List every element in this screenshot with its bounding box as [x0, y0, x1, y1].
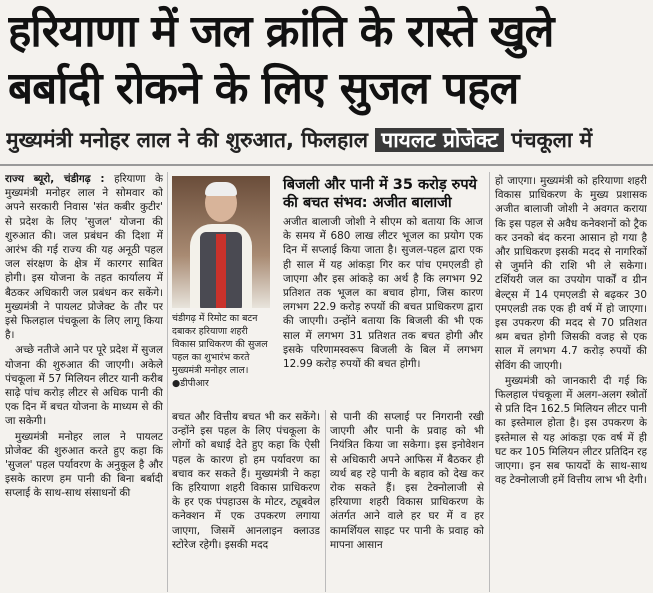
photo-figure-hair [205, 182, 237, 196]
byline: राज्य ब्यूरो, चंडीगढ़ : [5, 173, 105, 185]
photo-caption: चंडीगढ़ में रिमोट का बटन दबाकर हरियाणा शहरी विकास प्राधिकरण की सुजल पहल का शुभारंभ करते मुख्यमंत्री मनोहर लाल। ●डीपीआर [172, 313, 268, 389]
news-photo [172, 176, 270, 308]
subheadline-text: मुख्यमंत्री मनोहर लाल ने की शुरुआत, फिलहाल [6, 128, 368, 152]
paragraph: हो जाएगा। मुख्यमंत्री को हरियाणा शहरी विकास प्राधिकरण के मुख्य प्रशासक अजीत बालाजी जोशी ने अवगत कराया कि इस पहल से अवैध कनेक्शनों को ट्रैक कर उनको बंद करना आसान हो गया है और प्राधिकरण इसकी मदद से नागरिकों से जुर्माने की राशि भी ले सकेगा। टर्शियरी जल का उपयोग पार्कों व ग्रीन बेल्ट्स में 14 एमएलडी से बढ़कर 30 एमएलडी तक एक ही वर्ष में हो जाएगा। इस उपकरण की मदद से 70 प्रतिशत श्रम बचत होगी जिसकी वजह से एक साल में लगभग 4.7 करोड़ रुपयों की सेविंग की जाएगी। [495, 175, 647, 372]
paragraph: अजीत बालाजी जोशी ने सीएम को बताया कि आज के समय में 680 लाख लीटर भूजल का प्रयोग एक दिन में सप्लाई किया जाता है। सुजल-पहल द्वारा एक ही साल में यह आंकड़ा गिर कर पांच एमएलडी हो जाएगा और इस आंकड़े का अर्थ है कि लगभग 92 प्रतिशत तक भूजल का बचाव होगा, जिस कारण लगभग 22.9 करोड़ रुपयों की बचत प्राधिकरण द्वारा की जाएगी। उन्होंने बताया कि बिजली की भी एक साल में लगभग 31 प्रतिशत तक बचत होगी और इसके परिणामस्वरूप बिजली के बिल में लगभग 12.99 करोड़ रुपयों की बचत होगी। [283, 216, 483, 371]
box-heading: बिजली और पानी में 35 करोड़ रुपये की बचत संभव: अजीत बालाजी [283, 177, 477, 211]
article-column-2 [172, 410, 320, 592]
article-column-3 [330, 410, 484, 592]
column-divider [167, 172, 168, 592]
box-body [283, 215, 483, 411]
paragraph [5, 172, 163, 342]
article-column-4 [495, 174, 647, 592]
paragraph: अच्छे नतीजे आने पर पूरे प्रदेश में सुजल योजना की शुरुआत की जाएगी। अकेले पंचकूला में 57 मिलियन लीटर यानी करीब साढ़े पांच करोड़ लीटर से अधिक पानी की एक दिन में बचत योजना के माध्यम से की जा सकेगी। [5, 344, 163, 428]
column-divider [325, 410, 326, 592]
subheadline-tail: पंचकूला में [511, 128, 593, 152]
paragraph: मुख्यमंत्री को जानकारी दी गई कि फिलहाल पंचकूला में अलग-अलग स्त्रोतों से प्रति दिन 162.5 मिलियन लीटर पानी का इस्तेमाल होता है। इस उपकरण के इस्तेमाल से यह आंकड़ा एक वर्ष में ही घट कर 105 मिलियन लीटर प्रतिदिन रह जाएगा। इन सब फायदों के साथ-साथ वह टेक्नोलाजी हमें वित्तीय लाभ भी देगी। [495, 374, 647, 487]
paragraph-text: हरियाणा के मुख्यमंत्री मनोहर लाल ने सोमवार को अपने सरकारी निवास 'संत कबीर कुटीर' से प्रदेश के लिए 'सुजल' योजना की शुरुआत की। जल प्रबंधन की दिशा में आरंभ की गई राज्य की यह अनूठी पहल जल संरक्षण के क्षेत्र में कारगर साबित होगी। इस योजना के तहत कार्यालय में बैठकर अधिकारी जल प्रबंधन कर सकेंगे। मुख्यमंत्री ने पायलट प्रोजेक्ट के तौर पर इसे फिलहाल पंचकूला के लिए लागू किया है। [5, 173, 163, 342]
article-column-1 [5, 172, 163, 592]
column-divider [489, 172, 490, 592]
paragraph: से पानी की सप्लाई पर निगरानी रखी जाएगी और पानी के प्रवाह को भी नियंत्रित किया जा सकेगा। इस इनोवेशन से अधिकारी अपने आफिस में बैठकर ही व्यर्थ बह रहे पानी के बहाव को देख कर रोक सकते हैं। इस टेक्नोलाजी से हरियाणा शहरी विकास प्राधिकरण के अंतर्गत आने वाले हर घर में व हर कामर्शियल साइट पर पानी के प्रवाह को मापना आसान [330, 411, 484, 551]
headline-line-1: हरियाणा में जल क्रांति के रास्ते खुले [8, 6, 554, 57]
subheadline-tag: पायलट प्रोजेक्ट [375, 128, 504, 152]
paragraph: बचत और वित्तीय बचत भी कर सकेंगे। उन्होंने इस पहल के लिए पंचकूला के लोगों को बधाई देते हुए कहा कि ऐसी पहल के कारण हो हम पर्यावरण का बचाव कर सकते हैं। मुख्यमंत्री ने कहा कि हरियाणा शहरी विकास प्राधिकरण के हर एक पंपहाउस के मोटर, ट्यूबवेल कनेक्शन में एक उपकरण लगाया जाएगा, जिसमें आनलाइन क्लाउड स्टोरेज रहेगी। इसकी मदद [172, 411, 320, 551]
subheadline [6, 122, 646, 158]
headline-line-2: बर्बादी रोकने के लिए सुजल पहल [8, 63, 519, 114]
paragraph: मुख्यमंत्री मनोहर लाल ने पायलट प्रोजेक्ट की शुरुआत करते हुए कहा कि 'सुजल' पहल पर्यावरण के अनुकूल है और इसके कारण हम पानी की बिना बर्बादी सप्लाई के साथ-साथ संसाधनों की [5, 430, 163, 500]
photo-figure-scarf [216, 234, 226, 308]
header-divider [0, 164, 653, 166]
